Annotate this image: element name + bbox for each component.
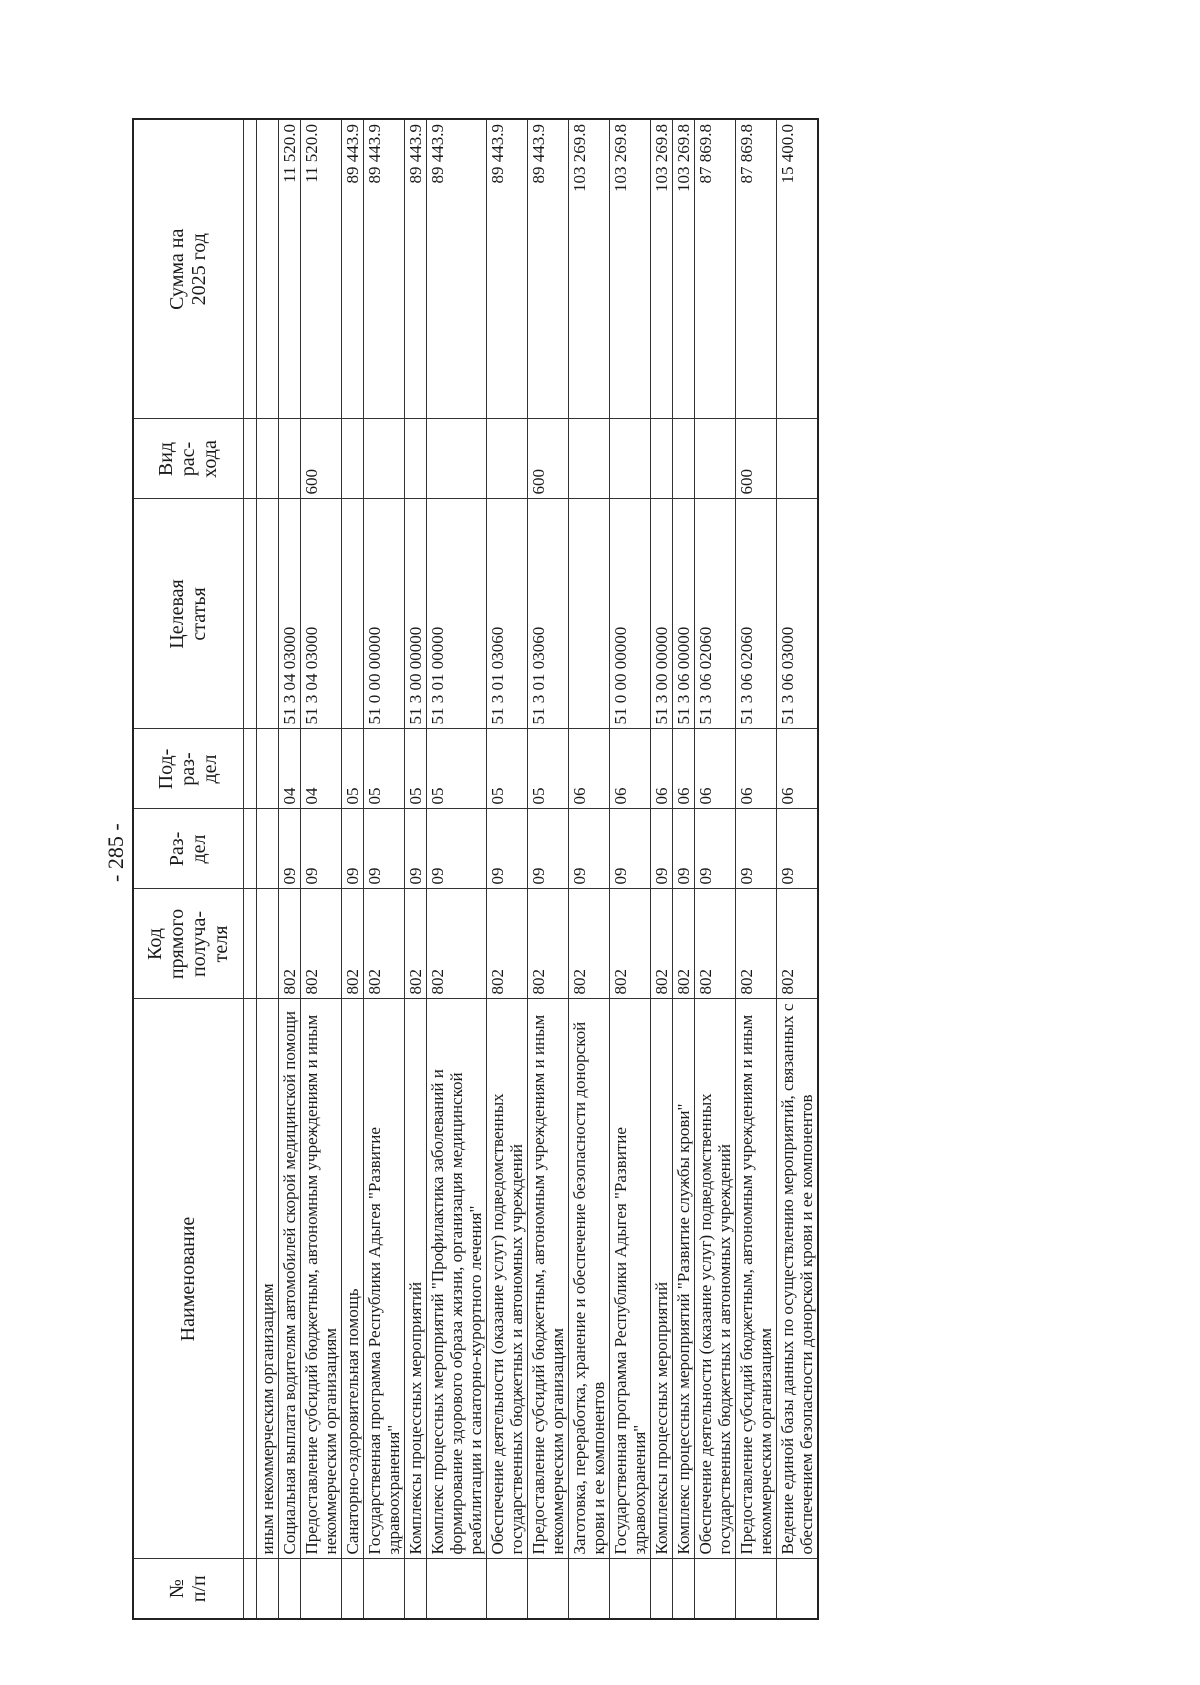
row-section: 09 (568, 809, 609, 889)
row-name: Государственная программа Республики Адыгея "Развитие здравоохранения" (609, 999, 650, 1559)
row-expense-type (568, 419, 609, 499)
row-subsection (243, 729, 256, 809)
row-expense-type (609, 419, 650, 499)
row-target-article (341, 499, 363, 729)
row-subsection: 05 (426, 729, 486, 809)
row-expense-type (341, 419, 363, 499)
row-recipient-code: 802 (672, 889, 694, 999)
table-row (609, 119, 650, 1619)
row-number (694, 1559, 735, 1619)
row-sum: 15 400.0 (776, 119, 818, 419)
col-subsection-header: Под- раз- дел (133, 729, 243, 809)
row-number (776, 1559, 818, 1619)
row-expense-type (363, 419, 404, 499)
row-sum: 11 520.0 (300, 119, 341, 419)
row-number (256, 1559, 278, 1619)
row-expense-type: 600 (300, 419, 341, 499)
table-row (256, 119, 278, 1619)
row-number (650, 1559, 672, 1619)
row-expense-type: 600 (735, 419, 776, 499)
row-recipient-code: 802 (694, 889, 735, 999)
row-target-article: 51 3 00 00000 (404, 499, 426, 729)
row-subsection: 06 (776, 729, 818, 809)
row-number (300, 1559, 341, 1619)
row-sum: 87 869.8 (694, 119, 735, 419)
row-sum: 103 269.8 (609, 119, 650, 419)
row-expense-type (650, 419, 672, 499)
row-name: Социальная выплата водителям автомобилей скорой медицинской помощи (278, 999, 300, 1559)
row-section: 09 (650, 809, 672, 889)
row-number (609, 1559, 650, 1619)
row-recipient-code: 802 (776, 889, 818, 999)
row-section: 09 (609, 809, 650, 889)
row-name: Предоставление субсидий бюджетным, автономным учреждениям и иным некоммерческим организациям (300, 999, 341, 1559)
row-target-article: 51 3 06 02060 (735, 499, 776, 729)
row-number (486, 1559, 527, 1619)
row-section (256, 809, 278, 889)
row-expense-type (404, 419, 426, 499)
row-recipient-code: 802 (363, 889, 404, 999)
row-number (363, 1559, 404, 1619)
row-sum: 103 269.8 (650, 119, 672, 419)
row-target-article: 51 3 01 03060 (486, 499, 527, 729)
row-recipient-code: 802 (404, 889, 426, 999)
row-target-article: 51 3 01 00000 (426, 499, 486, 729)
col-section-header: Раз- дел (133, 809, 243, 889)
table-body (243, 119, 818, 1619)
row-target-article: 51 0 00 00000 (609, 499, 650, 729)
row-expense-type (486, 419, 527, 499)
row-subsection: 06 (650, 729, 672, 809)
row-target-article: 51 3 06 02060 (694, 499, 735, 729)
row-target-article: 51 3 04 03000 (278, 499, 300, 729)
row-name: Санаторно-оздоровительная помощь (341, 999, 363, 1559)
row-sum (256, 119, 278, 419)
table-row (650, 119, 672, 1619)
row-name: Государственная программа Республики Адыгея "Развитие здравоохранения" (363, 999, 404, 1559)
row-sum: 89 443.9 (527, 119, 568, 419)
table-row (341, 119, 363, 1619)
row-sum: 89 443.9 (404, 119, 426, 419)
table-row (300, 119, 341, 1619)
row-expense-type (243, 419, 256, 499)
row-target-article (568, 499, 609, 729)
row-name: Заготовка, переработка, хранение и обеспечение безопасности донорской крови и ее компонентов (568, 999, 609, 1559)
row-recipient-code: 802 (568, 889, 609, 999)
row-name: Комплексы процессных мероприятий (650, 999, 672, 1559)
row-name: Предоставление субсидий бюджетным, автономным учреждениям и иным некоммерческим организациям (735, 999, 776, 1559)
row-section: 09 (278, 809, 300, 889)
row-sum: 103 269.8 (672, 119, 694, 419)
row-section: 09 (300, 809, 341, 889)
row-section: 09 (735, 809, 776, 889)
col-number-header: № п/п (133, 1559, 243, 1619)
row-subsection: 05 (527, 729, 568, 809)
row-recipient-code: 802 (527, 889, 568, 999)
row-recipient-code: 802 (341, 889, 363, 999)
row-subsection: 06 (694, 729, 735, 809)
row-section: 09 (341, 809, 363, 889)
row-target-article: 51 0 00 00000 (363, 499, 404, 729)
table-row (426, 119, 486, 1619)
row-subsection: 06 (735, 729, 776, 809)
row-expense-type: 600 (527, 419, 568, 499)
row-subsection: 05 (404, 729, 426, 809)
row-number (243, 1559, 256, 1619)
row-number (735, 1559, 776, 1619)
row-target-article (243, 499, 256, 729)
table-row (776, 119, 818, 1619)
row-recipient-code: 802 (650, 889, 672, 999)
row-section: 09 (694, 809, 735, 889)
table-row (527, 119, 568, 1619)
row-number (278, 1559, 300, 1619)
row-name: Обеспечение деятельности (оказание услуг) подведомственных государственных бюджетных и автономных учреждений (486, 999, 527, 1559)
row-recipient-code: 802 (426, 889, 486, 999)
row-section (243, 809, 256, 889)
row-subsection: 05 (363, 729, 404, 809)
row-recipient-code: 802 (609, 889, 650, 999)
table-row (404, 119, 426, 1619)
table-row (568, 119, 609, 1619)
row-target-article: 51 3 01 03060 (527, 499, 568, 729)
row-sum: 89 443.9 (341, 119, 363, 419)
row-expense-type (672, 419, 694, 499)
row-number (426, 1559, 486, 1619)
row-number (527, 1559, 568, 1619)
table-row (243, 119, 256, 1619)
row-sum: 103 269.8 (568, 119, 609, 419)
row-section: 09 (363, 809, 404, 889)
row-recipient-code (256, 889, 278, 999)
row-expense-type (256, 419, 278, 499)
row-number (341, 1559, 363, 1619)
row-number (672, 1559, 694, 1619)
row-sum (243, 119, 256, 419)
row-subsection: 06 (568, 729, 609, 809)
row-section: 09 (486, 809, 527, 889)
table-header-row (133, 119, 243, 1619)
row-subsection (256, 729, 278, 809)
row-sum: 89 443.9 (486, 119, 527, 419)
row-target-article: 51 3 06 03000 (776, 499, 818, 729)
row-sum: 89 443.9 (426, 119, 486, 419)
row-name: Комплекс процессных мероприятий "Профилактика заболеваний и формирование здорового образа жизни, организация медицинской реабилитации и санаторно-курортного лечения" (426, 999, 486, 1559)
row-recipient-code: 802 (486, 889, 527, 999)
row-name (243, 999, 256, 1559)
row-subsection: 05 (341, 729, 363, 809)
row-expense-type (278, 419, 300, 499)
row-subsection: 04 (278, 729, 300, 809)
row-section: 09 (527, 809, 568, 889)
budget-table (132, 118, 819, 1620)
table-row (486, 119, 527, 1619)
row-sum: 89 443.9 (363, 119, 404, 419)
row-name: иным некоммерческим организациям (256, 999, 278, 1559)
row-recipient-code: 802 (735, 889, 776, 999)
row-name: Обеспечение деятельности (оказание услуг) подведомственных государственных бюджетных и автономных учреждений (694, 999, 735, 1559)
row-recipient-code (243, 889, 256, 999)
table-row (278, 119, 300, 1619)
col-target-article-header: Целевая статья (133, 499, 243, 729)
row-target-article (256, 499, 278, 729)
row-target-article: 51 3 00 00000 (650, 499, 672, 729)
row-recipient-code: 802 (278, 889, 300, 999)
row-target-article: 51 3 06 00000 (672, 499, 694, 729)
col-name-header: Наименование (133, 999, 243, 1559)
row-subsection: 05 (486, 729, 527, 809)
table-row (694, 119, 735, 1619)
table-row (363, 119, 404, 1619)
row-number (568, 1559, 609, 1619)
row-section: 09 (404, 809, 426, 889)
row-section: 09 (426, 809, 486, 889)
row-number (404, 1559, 426, 1619)
table-row (735, 119, 776, 1619)
table-row (672, 119, 694, 1619)
col-sum-2025-header: Сумма на 2025 год (133, 119, 243, 419)
row-name: Комплекс процессных мероприятий "Развитие службы крови" (672, 999, 694, 1559)
row-name: Предоставление субсидий бюджетным, автономным учреждениям и иным некоммерческим организациям (527, 999, 568, 1559)
page-number: - 285 - (103, 823, 128, 882)
row-sum: 11 520.0 (278, 119, 300, 419)
row-expense-type (694, 419, 735, 499)
row-expense-type (776, 419, 818, 499)
col-expense-type-header: Вид рас- хода (133, 419, 243, 499)
row-name: Ведение единой базы данных по осуществлению мероприятий, связанных с обеспечением безопасности донорской крови и ее компонентов (776, 999, 818, 1559)
row-recipient-code: 802 (300, 889, 341, 999)
col-recipient-code-header: Код прямого получа- теля (133, 889, 243, 999)
row-target-article: 51 3 04 03000 (300, 499, 341, 729)
row-expense-type (426, 419, 486, 499)
row-subsection: 04 (300, 729, 341, 809)
row-section: 09 (776, 809, 818, 889)
row-subsection: 06 (609, 729, 650, 809)
row-subsection: 06 (672, 729, 694, 809)
rotated-document (132, 120, 1092, 1620)
row-sum: 87 869.8 (735, 119, 776, 419)
row-name: Комплексы процессных мероприятий (404, 999, 426, 1559)
row-section: 09 (672, 809, 694, 889)
